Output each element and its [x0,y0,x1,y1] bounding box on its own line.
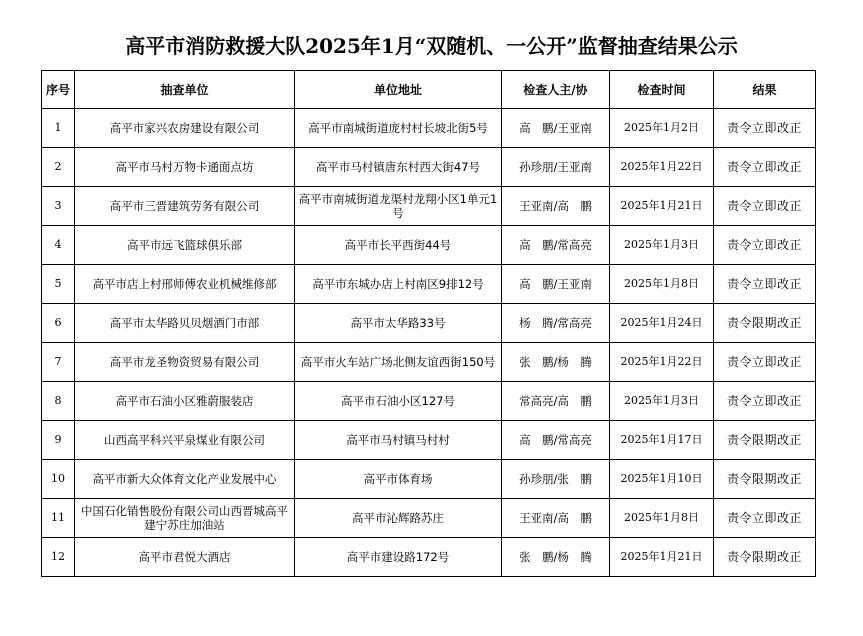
table-row [42,187,816,226]
cell-result: 责令立即改正 [714,382,816,421]
cell-address: 高平市马村镇唐东村西大街47号 [295,148,502,187]
cell-result: 责令立即改正 [714,343,816,382]
cell-result: 责令限期改正 [714,304,816,343]
cell-time: 2025年1月22日 [610,148,714,187]
cell-result: 责令立即改正 [714,226,816,265]
cell-inspectors: 孙珍朋/张 鹏 [502,460,610,499]
cell-index: 11 [42,499,75,538]
cell-address: 高平市长平西街44号 [295,226,502,265]
cell-inspectors: 张 鹏/杨 腾 [502,538,610,577]
cell-inspectors: 高 鹏/王亚南 [502,265,610,304]
cell-result: 责令限期改正 [714,421,816,460]
cell-unit: 山西高平科兴平泉煤业有限公司 [75,421,295,460]
inspection-results-table [41,70,816,577]
cell-index: 5 [42,265,75,304]
cell-address: 高平市体育场 [295,460,502,499]
cell-unit: 高平市太华路贝贝烟酒门市部 [75,304,295,343]
cell-inspectors: 高 鹏/王亚南 [502,109,610,148]
cell-result: 责令立即改正 [714,187,816,226]
cell-unit: 高平市马村万物卡通面点坊 [75,148,295,187]
cell-address: 高平市太华路33号 [295,304,502,343]
header-time: 检查时间 [610,71,714,109]
cell-time: 2025年1月3日 [610,226,714,265]
table-row [42,382,816,421]
page-title: 高平市消防救援大队2025年1月“双随机、一公开”监督抽查结果公示 [125,34,738,58]
cell-result: 责令立即改正 [714,109,816,148]
header-result: 结果 [714,71,816,109]
cell-index: 4 [42,226,75,265]
cell-time: 2025年1月10日 [610,460,714,499]
cell-inspectors: 王亚南/高 鹏 [502,187,610,226]
cell-unit: 高平市龙圣物资贸易有限公司 [75,343,295,382]
cell-time: 2025年1月21日 [610,538,714,577]
cell-unit: 高平市君悦大酒店 [75,538,295,577]
cell-index: 7 [42,343,75,382]
table-row [42,343,816,382]
cell-time: 2025年1月3日 [610,382,714,421]
table-row [42,148,816,187]
cell-index: 6 [42,304,75,343]
cell-unit: 高平市远飞篮球俱乐部 [75,226,295,265]
cell-address: 高平市建设路172号 [295,538,502,577]
cell-result: 责令立即改正 [714,265,816,304]
header-inspectors: 检查人主/协 [502,71,610,109]
cell-address: 高平市马村镇马村村 [295,421,502,460]
cell-unit: 高平市石油小区雅蔚服装店 [75,382,295,421]
cell-index: 10 [42,460,75,499]
cell-index: 2 [42,148,75,187]
cell-address: 高平市火车站广场北侧友谊西街150号 [295,343,502,382]
cell-time: 2025年1月24日 [610,304,714,343]
cell-address: 高平市东城办店上村南区9排12号 [295,265,502,304]
cell-index: 3 [42,187,75,226]
cell-time: 2025年1月21日 [610,187,714,226]
cell-inspectors: 张 鹏/杨 腾 [502,343,610,382]
cell-result: 责令限期改正 [714,460,816,499]
header-unit: 抽查单位 [75,71,295,109]
cell-address: 高平市沁辉路苏庄 [295,499,502,538]
header-index: 序号 [42,71,75,109]
cell-index: 9 [42,421,75,460]
table-row [42,265,816,304]
table-row [42,421,816,460]
cell-address: 高平市石油小区127号 [295,382,502,421]
cell-inspectors: 杨 腾/常高亮 [502,304,610,343]
cell-inspectors: 王亚南/高 鹏 [502,499,610,538]
table-row [42,109,816,148]
table-row [42,226,816,265]
cell-time: 2025年1月2日 [610,109,714,148]
cell-unit: 高平市新大众体育文化产业发展中心 [75,460,295,499]
cell-unit: 中国石化销售股份有限公司山西晋城高平建宁苏庄加油站 [75,499,295,538]
table-row [42,538,816,577]
cell-inspectors: 高 鹏/常高亮 [502,226,610,265]
cell-address: 高平市南城街道龙渠村龙翔小区1单元1号 [295,187,502,226]
table-header-row [42,71,816,109]
header-address: 单位地址 [295,71,502,109]
cell-inspectors: 孙珍朋/王亚南 [502,148,610,187]
cell-unit: 高平市家兴农房建设有限公司 [75,109,295,148]
cell-index: 12 [42,538,75,577]
cell-unit: 高平市三晋建筑劳务有限公司 [75,187,295,226]
cell-index: 8 [42,382,75,421]
cell-unit: 高平市店上村邢师傅农业机械维修部 [75,265,295,304]
cell-address: 高平市南城街道庞村村长坡北街5号 [295,109,502,148]
cell-inspectors: 高 鹏/常高亮 [502,421,610,460]
cell-time: 2025年1月8日 [610,499,714,538]
cell-inspectors: 常高亮/高 鹏 [502,382,610,421]
table-row [42,499,816,538]
cell-result: 责令限期改正 [714,538,816,577]
cell-result: 责令立即改正 [714,148,816,187]
cell-time: 2025年1月17日 [610,421,714,460]
cell-result: 责令立即改正 [714,499,816,538]
cell-time: 2025年1月22日 [610,343,714,382]
table-row [42,460,816,499]
table-row [42,304,816,343]
cell-time: 2025年1月8日 [610,265,714,304]
cell-index: 1 [42,109,75,148]
